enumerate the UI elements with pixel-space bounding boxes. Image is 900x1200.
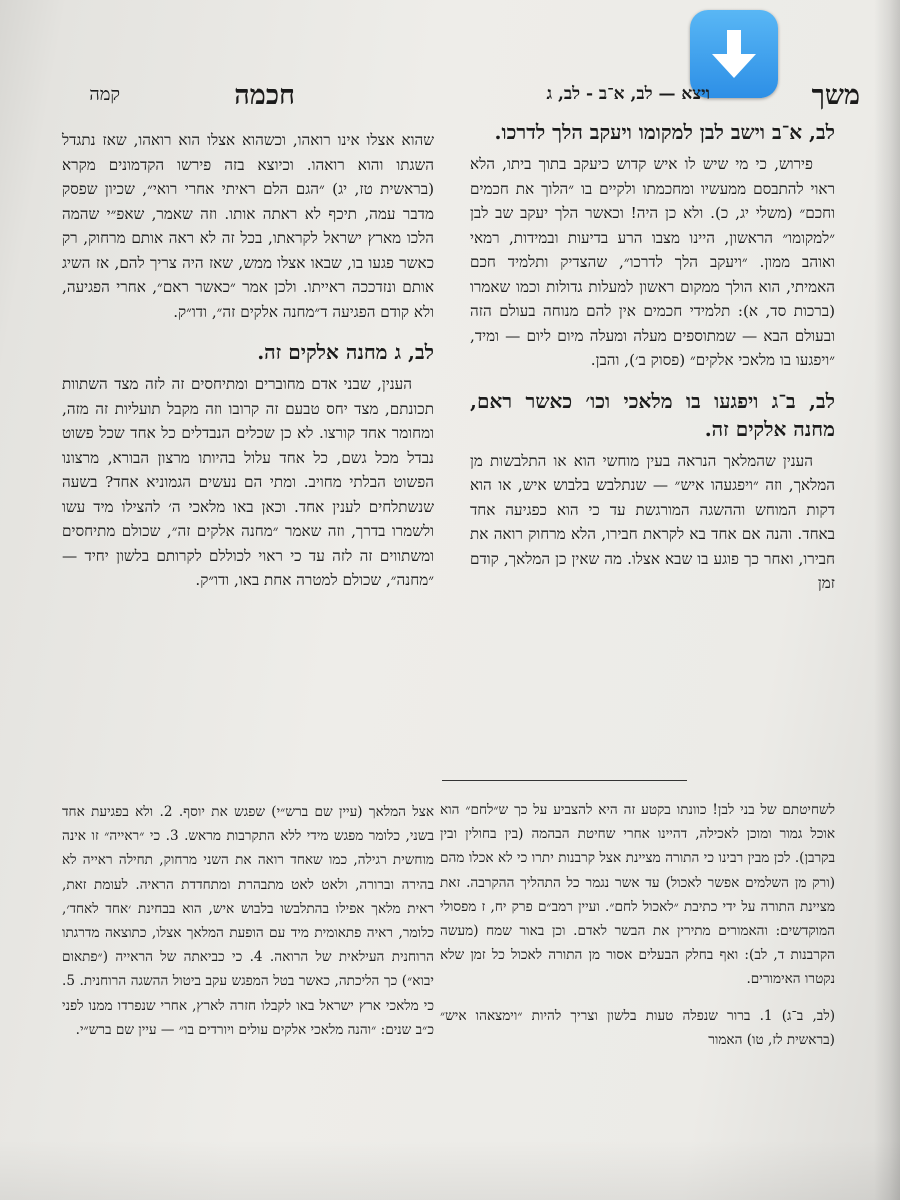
book-title-center: חכמה [234,80,295,111]
section-paragraph: הענין, שבני אדם מחוברים ומתיחסים זה לזה מצד השתוות תכונתם, מצד יחס טבעם זה קרובו וזה מקבל תועליות זה מזה, ומחומר אחד קורצו. לא כן שכלים הנבדלים כל אחד שכל פשוט נבדל מכל גשם, כל אחד עלול בהיותו מרצון הבורא, מרצונו הפשוט הבלתי מחויב. ומתי הם נעשים הגמוניא אחד? בשעה שנשתלחים לענין אחד. וכאן באו מלאכי ה׳ להצילו מיד עשו ולשמרו בדרך, וזה שאמר ״מחנה אלקים זה״, שכולם מתיחסים ומשתווים זה לזה עד כי ראוי לכוללם לקרותם בלשון יחיד — ״מחנה״, שכולם למטרה אחת באו, ודו״ק. [62,375,434,589]
section-heading-32-1-2: לב, א־ב וישב לבן למקומו ויעקב הלך לדרכו. [494,120,835,144]
page-number: קמה [89,84,120,105]
continued-paragraph: שהוא אצלו אינו רואהו, וכשהוא אצלו הוא רואהו, שאז נתגדל השגתו והוא רואהו. וכיוצא בזה פירשו הקדמונים מקרא (בראשית טז, יג) ״הגם הלם ראיתי אחרי רואי״, שכיון שפסק מדבר עמה, תיכף לא ראתה אותו. וזה שאמר, שאפ״י שהמה הלכו מארץ ישראל לקראתו, בכל זה לא ראה אותם מרחוק, רק כאשר פגעו בו, שבאו אצלו ממש, שאז היה צריך להם, אז השיג אותם ונזדככה ראייתו. ולכן אמר ״כאשר ראם״, אחרי הפגיעה, ולא קודם הפגיעה ד״מחנה אלקים זה״, ודו״ק. [62,131,434,321]
section-heading-32-2-3: לב, ב־ג ויפגעו בו מלאכי וכו׳ כאשר ראם, מחנה אלקים זה. [470,388,835,441]
footnote-divider [442,780,687,781]
section-paragraph: פירוש, כי מי שיש לו איש קדוש כיעקב בתוך ביתו, הלא ראוי להתבסם ממעשיו ומחכמתו ולקיים בו ״הלוך את חכמים וחכם״ (משלי יג, כ). ולא כן היה! וכאשר הלך יעקב שב לבן ״למקומו״ הראשון, היינו מצבו הרע בדיעות ובמידות, רמאי ואוהב ממון. ״ויעקב הלך לדרכו״, שהצדיק ותלמיד חכם האמיתי, הוא הולך ממקום ראשון למעלות גדולות וכמו שאמרו (ברכות סד, א): תלמידי חכמים אין להם מנוחה בעולם הזה ובעולם הבא — שמתוספים מעלה ומעלה מיום ליום — ומיד, ״ויפגעו בו מלאכי אלקים״ (פסוק ב׳), והבן. [470,155,835,369]
footnote-text: (לב, ב־ג) 1. ברור שנפלה טעות בלשון וצריך להיות ״וימצאהו איש״ (בראשית לז, טו) האמור [440,1007,835,1048]
section-heading-32-3: לב, ג מחנה אלקים זה. [257,340,434,364]
footnote-text: לשחיטתם של בני לבן! כוונתו בקטע זה היא להצביע על כך ש״לחם״ הוא אוכל גמור ומוכן לאכילה, דהיינו אחרי שחיטת הבהמה (בין בחולין ובין בקרבן). לכן מבין רבינו כי התורה מציינת אצל קרבנות יתרו כי לא אכלו מהם (ורק מן השלמים אפשר לאכול) עד אשר נגמר כל התהליך ההקרבה. זאת מציינת התורה על ידי כתיבת ״לאכול לחם״. ועיין רמב״ם פרק יח, ז מפסולי המוקדשים: והאמורים מתירין את הבשר לאדם. וכן באור שמח (מעשה הקרבנות ד, לב): ואף בחלק הבעלים אסור מן התורה לאכול כל זמן שלא נקטרו האימורים. [440,802,835,988]
arrow-down-icon [704,24,764,84]
left-footnotes [62,800,434,1042]
running-header [60,80,860,116]
left-column [62,128,434,593]
page-bottom-shadow [0,1140,900,1200]
book-binding-shadow [874,0,900,1200]
verse-reference: ויצא — לב, א־ב - לב, ג [546,84,710,104]
footnote-text: אצל המלאך (עיין שם ברש״י) שפגש את יוסף. 2. ולא בפגיעת אחד בשני, כלומר מפגש מידי ללא התקרבות מראש. 3. כי ״ראייה״ זו אינה מוחשית רגילה, כמו שאחד רואה את השני מרחוק, תחילה ראייה לא בהירה וברורה, ולאט לאט מתבהרת ומתחדדת הראיה. לעומת זאת, ראית מלאך אפילו בהתלבשו בלבוש איש, הוא בבחינת ׳אחד לאחד׳, כלומר, ראיה פתאומית מיד עם הופעת המלאך אצלו, כתוצאה מדרגתו הרוחנית העילאית של הרואה. 4. כי כביאתה של הראייה (״פתאום יבוא״) כך הליכתה, כאשר בטל המפגש עקב ביטול ההשגה הרוחנית. 5. כי מלאכי ארץ ישראל באו לקבלו חזרה לארץ, אחרי שנפרדו ממנו לפני כ״ב שנים: ״והנה מלאכי אלקים עולים ויורדים בו״ — עיין שם ברש״י. [62,804,435,1038]
book-title-right: משך [811,80,860,111]
section-paragraph: הענין שהמלאך הנראה בעין מוחשי הוא או התלבשות מן המלאך, וזה ״ויפגעהו איש״ — שנתלבש בלבוש איש, או הוא דקות המוחש וההשגה המורגשת עד כי הוא כפגיעה אחד באחד. והנה אם אחד בא לקראת חבירו, הלא מרחוק רואה את חבירו, ואחר כך פוגע בו שבא אצלו. מה שאין כן המלאך, קודם זמן [470,451,835,592]
right-footnotes [440,798,835,1052]
right-column [470,118,835,596]
